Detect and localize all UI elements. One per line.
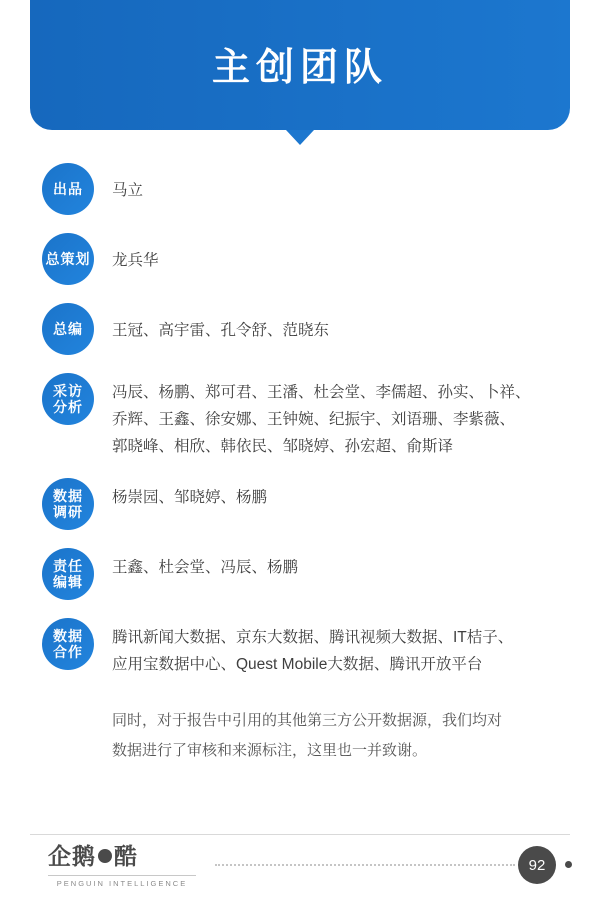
role-badge [42,303,94,355]
credit-line: 郭晓峰、相欣、韩依民、邹晓婷、孙宏超、俞斯译 [112,438,454,455]
role-badge-line: 出品 [53,181,83,197]
credit-line: 冯辰、杨鹏、郑可君、王潘、杜会堂、李儒超、孙实、卜祥、 [112,384,531,401]
credit-row [0,478,600,530]
credit-line: 王冠、高宇雷、孔令舒、范晓东 [112,322,330,339]
credit-line: 龙兵华 [112,252,159,269]
credit-names [94,618,578,678]
role-badge-line: 分析 [53,399,83,415]
brand-logo-text [48,838,218,871]
brand-logo-subtitle: PENGUIN INTELLIGENCE [48,875,196,888]
credit-line: 腾讯新闻大数据、京东大数据、腾讯视频大数据、IT桔子、 [112,629,514,646]
role-badge-line: 总策划 [45,251,91,267]
role-badge-line: 责任 [53,558,83,574]
credit-row [0,233,600,285]
credit-line: 王鑫、杜会堂、冯辰、杨鹏 [112,559,299,576]
role-badge [42,548,94,600]
credit-line: 马立 [112,182,144,199]
credit-line: 乔辉、王鑫、徐安娜、王钟婉、纪振宇、刘语珊、李紫薇、 [112,411,516,428]
credit-names [94,303,578,344]
penguin-icon [98,849,112,863]
credit-names [94,478,578,511]
role-badge [42,163,94,215]
role-badge [42,618,94,670]
role-badge-line: 数据 [53,628,83,644]
page-title: 主创团队 [211,47,388,89]
page-number-dot [565,861,572,868]
credit-names [94,548,578,581]
header-notch [286,130,314,145]
credit-names [94,373,578,460]
credit-row [0,618,600,678]
role-badge-line: 合作 [53,644,83,660]
credits-list [0,163,600,766]
credit-row [0,303,600,355]
role-badge [42,233,94,285]
page-number: 92 [518,846,556,884]
role-badge [42,373,94,425]
credit-line: 杨崇园、邹晓婷、杨鹏 [112,489,268,506]
footer [0,828,600,900]
credit-row [0,373,600,460]
role-badge-line: 采访 [53,383,83,399]
footer-dotted-rule [215,864,515,866]
role-badge-line: 调研 [53,504,83,520]
credit-names [94,233,578,274]
note-line: 同时，对于报告中引用的其他第三方公开数据源，我们均对 [112,712,503,729]
brand-logo [48,838,218,888]
credit-row [0,548,600,600]
brand-logo-text-left: 企鹅 [48,843,96,869]
note-line: 数据进行了审核和来源标注，这里也一并致谢。 [112,742,428,759]
footer-divider [30,834,570,835]
acknowledgement-note [0,696,600,766]
role-badge-line: 总编 [53,321,83,337]
header-banner [30,0,570,130]
brand-logo-text-right: 酷 [114,843,138,869]
role-badge-line: 编辑 [53,574,83,590]
credit-names [94,163,578,204]
credit-row [0,163,600,215]
credit-line: 应用宝数据中心、Quest Mobile大数据、腾讯开放平台 [112,656,483,673]
role-badge-line: 数据 [53,488,83,504]
role-badge [42,478,94,530]
